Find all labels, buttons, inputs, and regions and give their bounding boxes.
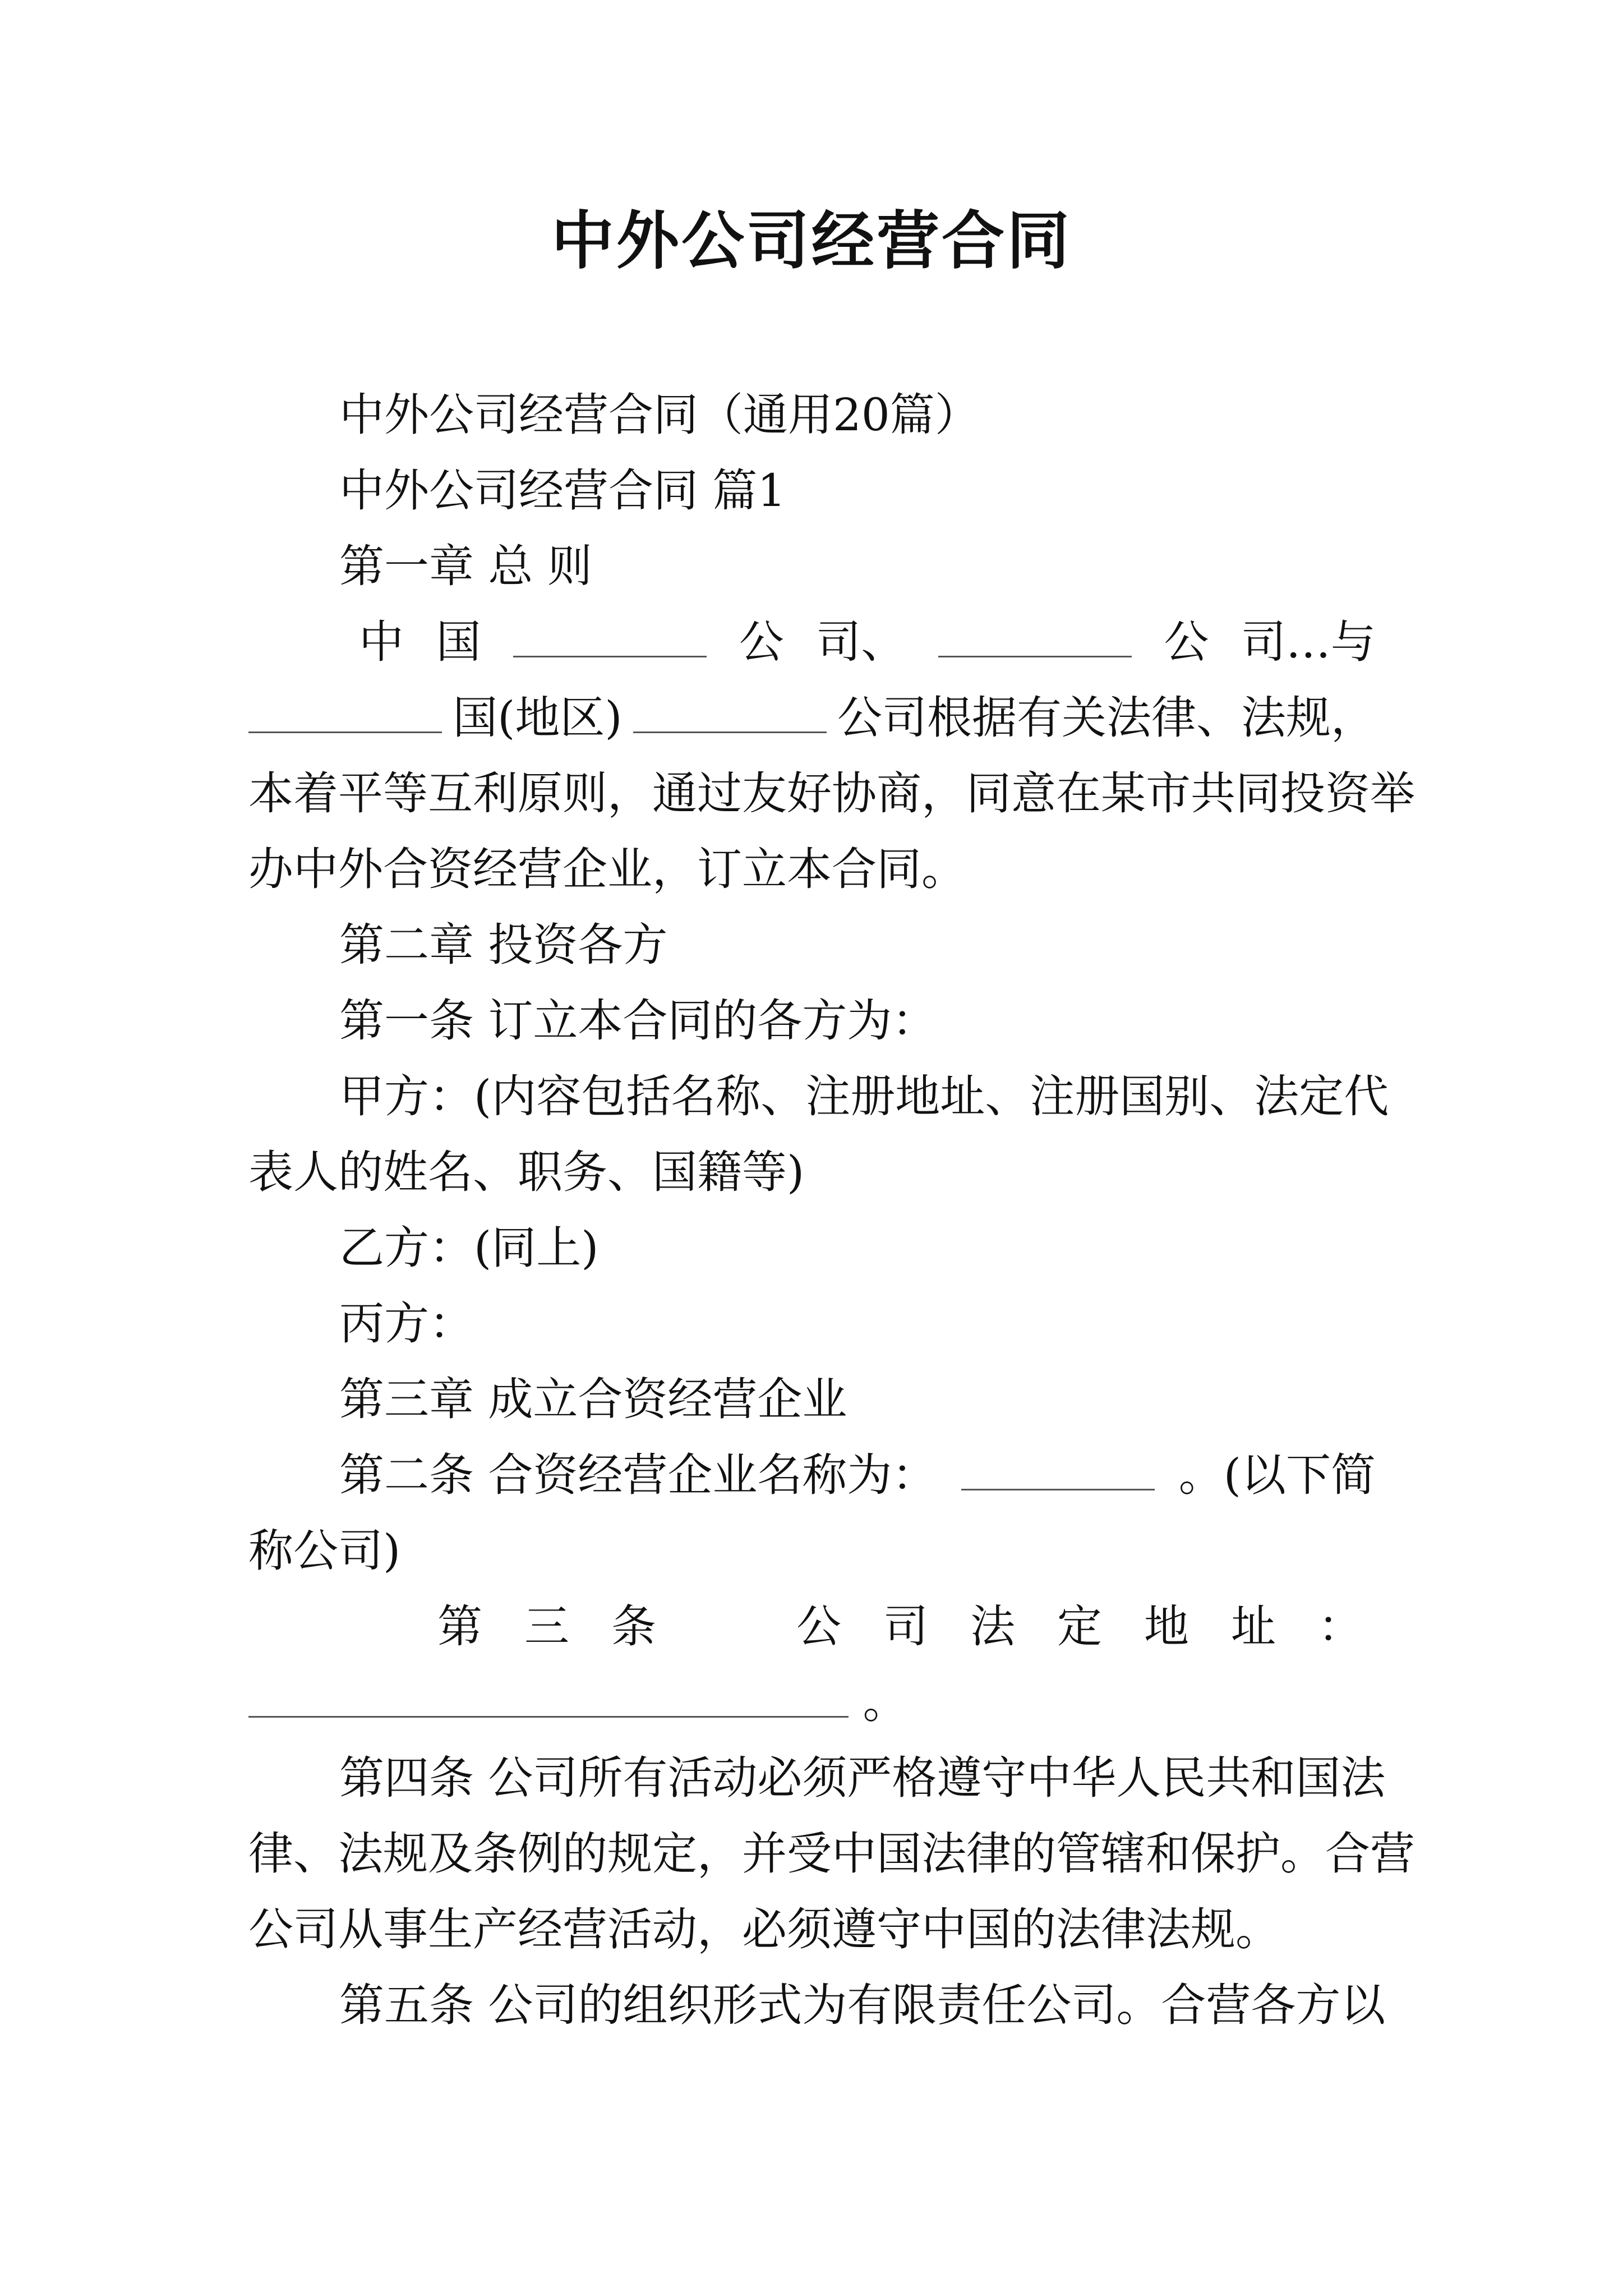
text-fragment: 公 — [739, 616, 784, 668]
document-title: 中外公司经营合同 — [551, 204, 1072, 278]
fill-in-blank — [633, 692, 827, 733]
text-fragment: 司、 — [816, 616, 906, 668]
subtitle-line: 中外公司经营合同（通用20篇） — [339, 389, 980, 441]
text-fragment: ： — [1318, 1600, 1363, 1653]
text-fragment: 。 — [863, 1676, 908, 1728]
fill-in-blank — [938, 616, 1132, 657]
article-line — [437, 1599, 1363, 1655]
text-fragment: 公司根据有关法律、法规， — [837, 692, 1376, 744]
paragraph-line: 律、法规及条例的规定，并受中国法律的管辖和保护。合营 — [248, 1828, 1415, 1880]
fill-in-blank — [248, 692, 442, 733]
paragraph-line: 公司从事生产经营活动，必须遵守中国的法律法规。 — [248, 1903, 1280, 1955]
paragraph-line: 称公司) — [248, 1525, 401, 1577]
chapter-heading: 第一章 总 则 — [339, 540, 592, 592]
article-line: 第五条 公司的组织形式为有限责任公司。合营各方以 — [339, 1979, 1386, 2031]
paragraph-line: 乙方：(同上) — [339, 1222, 599, 1274]
article-line: 第四条 公司所有活动必须严格遵守中华人民共和国法 — [339, 1752, 1386, 1804]
text-fragment: 国(地区) — [453, 692, 623, 744]
fill-in-blank — [513, 616, 707, 657]
text-fragment: 第二条 合资经营企业名称为： — [339, 1449, 937, 1501]
paragraph-line: 甲方：(内容包括名称、注册地址、注册国别、法定代 — [339, 1070, 1389, 1122]
text-fragment: 公 — [796, 1600, 841, 1653]
chapter-heading: 第二章 投资各方 — [339, 919, 668, 971]
article-line — [339, 1447, 1376, 1503]
text-fragment: 条 — [611, 1600, 656, 1653]
fill-in-blank — [961, 1450, 1155, 1490]
paragraph-line: 表人的姓名、职务、国籍等) — [248, 1146, 805, 1198]
paragraph-line: 丙方： — [339, 1297, 474, 1350]
paragraph-line — [248, 1674, 1376, 1731]
text-fragment: 三 — [524, 1600, 569, 1653]
text-fragment: 公 — [1164, 616, 1209, 668]
text-fragment: 地 — [1144, 1600, 1189, 1653]
text-fragment: 法 — [970, 1600, 1015, 1653]
text-fragment: 司…与 — [1241, 616, 1376, 668]
text-fragment: 。(以下简 — [1178, 1449, 1376, 1501]
fill-in-blank — [248, 1677, 849, 1718]
text-fragment: 司 — [883, 1600, 928, 1653]
paragraph-line — [359, 614, 1376, 670]
text-fragment: 第 — [437, 1600, 482, 1653]
text-fragment: 址 — [1231, 1600, 1276, 1653]
paragraph-line: 办中外合资经营企业，订立本合同。 — [248, 843, 966, 895]
paragraph-line — [248, 690, 1376, 746]
article-line: 第一条 订立本合同的各方为： — [339, 995, 937, 1047]
text-fragment: 国 — [436, 616, 481, 668]
paragraph-line: 本着平等互利原则，通过友好协商，同意在某市共同投资举 — [248, 767, 1415, 820]
section-heading: 中外公司经营合同 篇1 — [339, 464, 786, 517]
chapter-heading: 第三章 成立合资经营企业 — [339, 1373, 847, 1425]
text-fragment: 中 — [359, 616, 404, 668]
text-fragment: 定 — [1057, 1600, 1102, 1653]
